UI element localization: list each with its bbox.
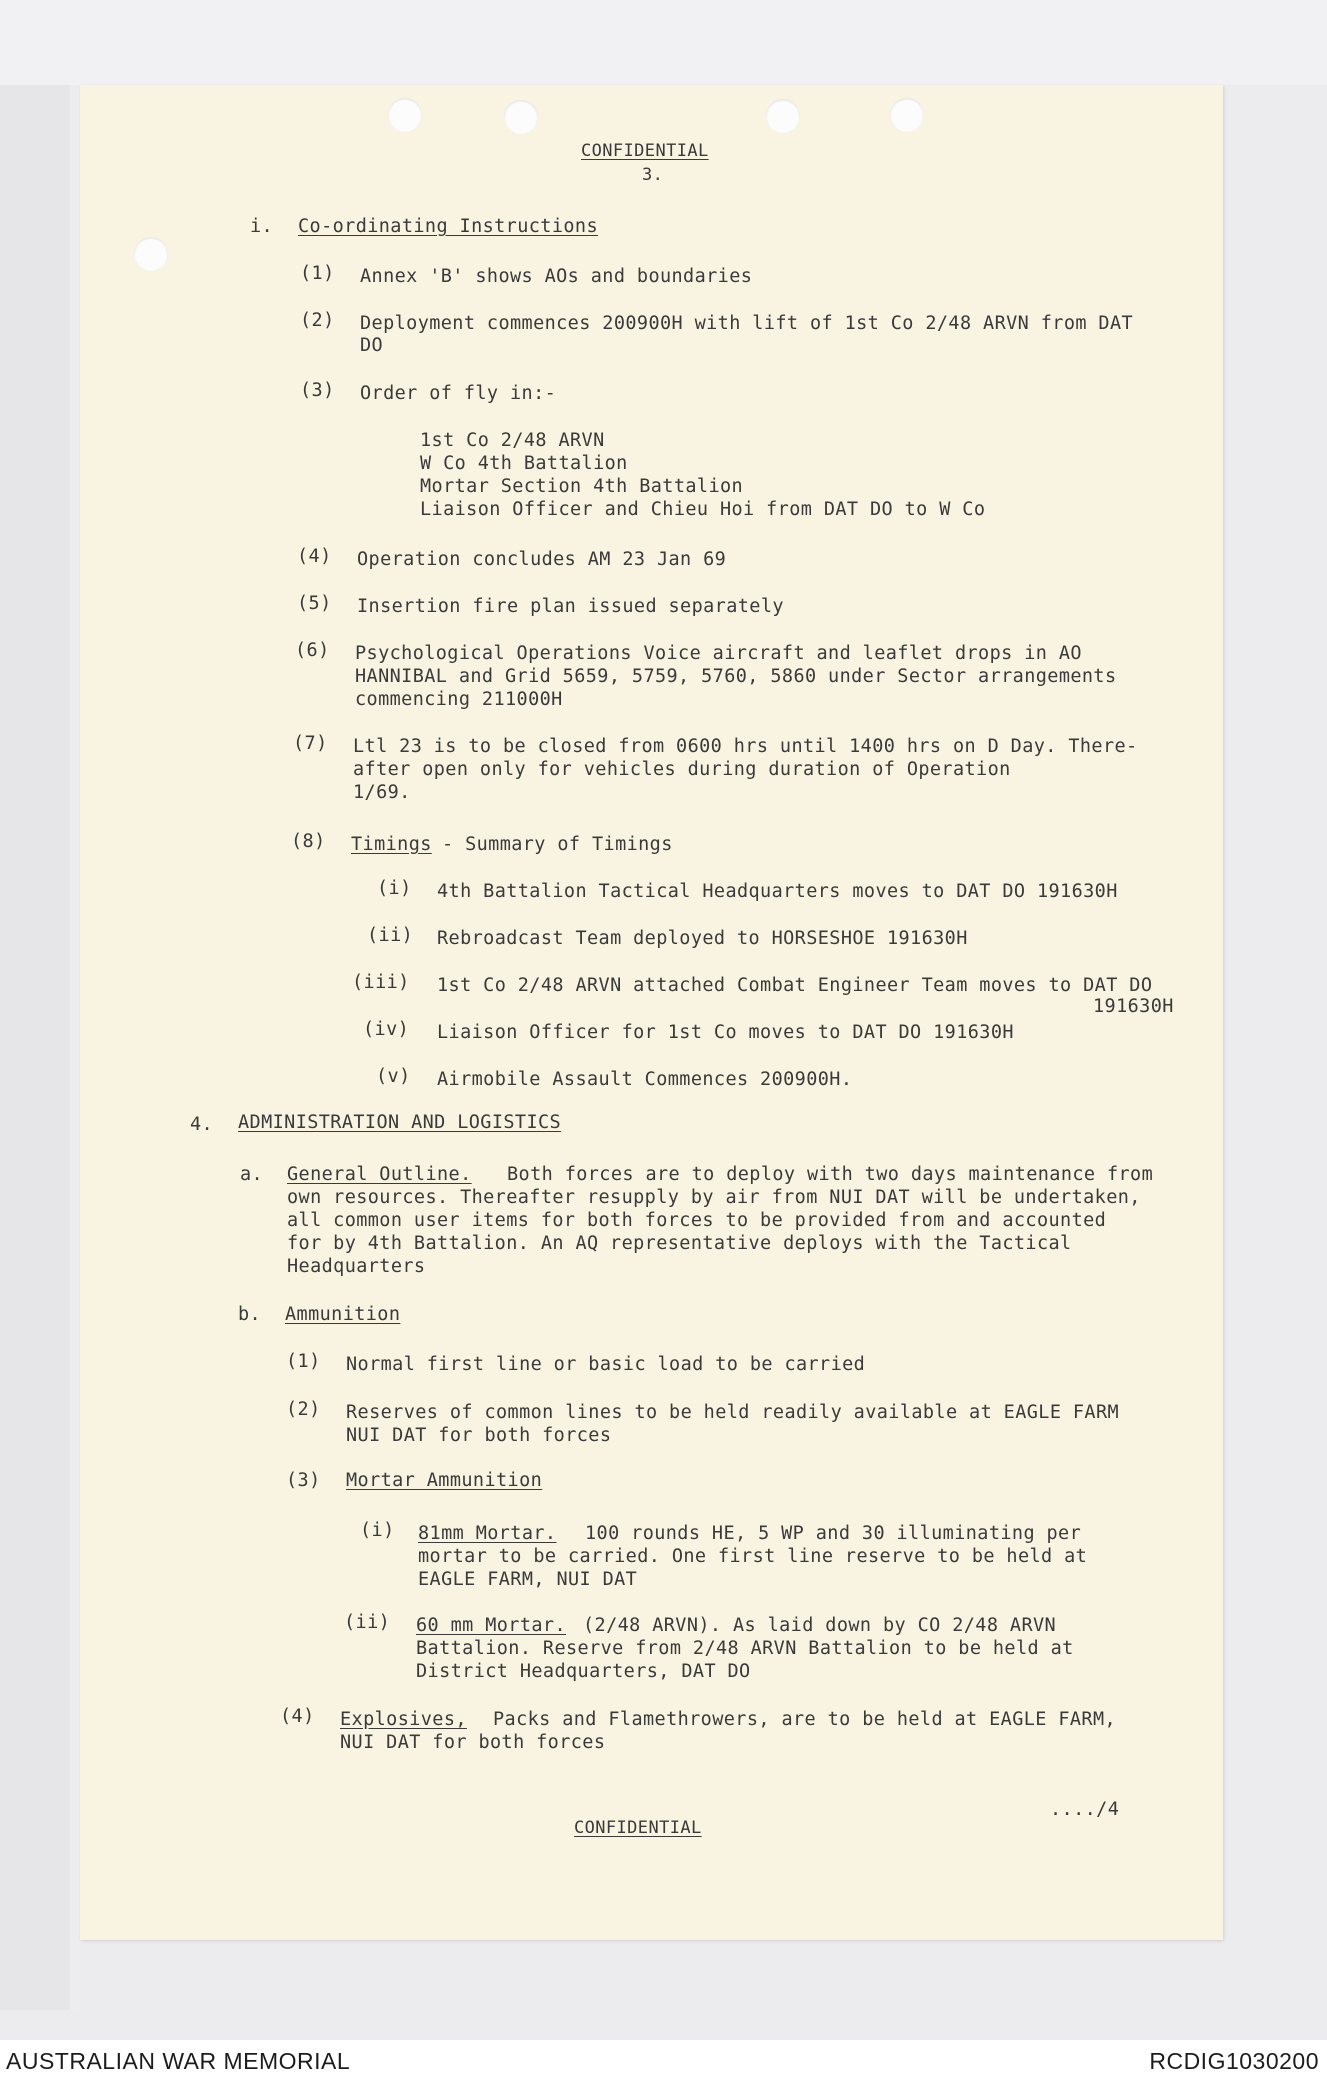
section-title: Co-ordinating Instructions (298, 216, 598, 237)
timing-text: Airmobile Assault Commences 200900H. (437, 1069, 853, 1090)
timing-text: 1st Co 2/48 ARVN attached Combat Engineer Team moves to DAT DO (437, 975, 1153, 996)
mortar-item-number: (i) (360, 1520, 395, 1541)
item-text: HANNIBAL and Grid 5659, 5759, 5760, 5860 under Sector arrangements (355, 666, 1117, 687)
fly-in-entry: 1st Co 2/48 ARVN (420, 430, 605, 451)
punch-hole-icon (504, 100, 538, 134)
archive-name: AUSTRALIAN WAR MEMORIAL (6, 2048, 351, 2074)
item-number: (8) (291, 831, 326, 852)
section-marker: i. (250, 216, 274, 237)
paragraph-line: Both forces are to deploy with two days maintenance from (507, 1164, 1154, 1185)
punch-hole-icon (766, 99, 800, 133)
mortar-item-heading: 81mm Mortar. (418, 1523, 557, 1544)
timing-number: (i) (377, 878, 412, 899)
punch-hole-icon (388, 98, 422, 132)
mortar-item-text: District Headquarters, DAT DO (416, 1661, 751, 1682)
item-text: NUI DAT for both forces (346, 1425, 612, 1446)
paragraph-line: own resources. Thereafter resupply by air from NUI DAT will be undertaken, (287, 1187, 1141, 1208)
timing-number: (v) (376, 1066, 411, 1087)
item-number: (1) (286, 1351, 321, 1372)
mortar-heading: Mortar Ammunition (346, 1470, 543, 1491)
timing-text: 191630H (1093, 996, 1174, 1017)
continuation-marker: ..../4 (1050, 1799, 1120, 1820)
mortar-item-text: mortar to be carried. One first line reserve to be held at (418, 1546, 1088, 1567)
section-marker: 4. (190, 1114, 214, 1135)
item-number: (4) (297, 546, 332, 567)
item-number: (4) (280, 1706, 315, 1727)
scan-left-margin-inner (70, 85, 80, 2010)
classification-footer: CONFIDENTIAL (574, 1818, 702, 1838)
item-text: Psychological Operations Voice aircraft and leaflet drops in AO (355, 643, 1082, 664)
scan-left-margin (0, 85, 70, 2010)
timing-number: (ii) (367, 925, 414, 946)
paragraph-line: all common user items for both forces to be provided from and accounted (287, 1210, 1107, 1231)
item-text: DO (360, 335, 384, 356)
item-text: Ltl 23 is to be closed from 0600 hrs until 1400 hrs on D Day. There- (353, 736, 1138, 757)
explosives-text: Packs and Flamethrowers, are to be held at EAGLE FARM, (493, 1709, 1117, 1730)
subsection-heading: General Outline. (287, 1164, 472, 1185)
item-number: (2) (286, 1399, 321, 1420)
fly-in-entry: Mortar Section 4th Battalion (420, 476, 744, 497)
item-text: Reserves of common lines to be held readily available at EAGLE FARM (346, 1402, 1120, 1423)
item-text: 1/69. (353, 782, 411, 803)
explosives-text: NUI DAT for both forces (340, 1732, 606, 1753)
item-number: (6) (295, 640, 330, 661)
item-number: (3) (286, 1470, 321, 1491)
mortar-item-text: Battalion. Reserve from 2/48 ARVN Battalion to be held at (416, 1638, 1074, 1659)
item-number: (1) (300, 263, 335, 284)
item-text: Operation concludes AM 23 Jan 69 (357, 549, 727, 570)
section-title: ADMINISTRATION AND LOGISTICS (238, 1112, 562, 1133)
page-number: 3. (642, 165, 664, 185)
item-text: Order of fly in:- (360, 383, 557, 404)
timings-title: Timings (351, 834, 432, 855)
punch-hole-icon (134, 237, 168, 271)
classification-header: CONFIDENTIAL (581, 141, 709, 161)
item-text: Annex 'B' shows AOs and boundaries (360, 266, 753, 287)
timing-text: 4th Battalion Tactical Headquarters moves to DAT DO 191630H (437, 881, 1118, 902)
timing-text: Liaison Officer for 1st Co moves to DAT DO 191630H (437, 1022, 1014, 1043)
subsection-heading: Ammunition (285, 1304, 401, 1325)
mortar-item-text: (2/48 ARVN). As laid down by CO 2/48 ARVN (583, 1615, 1057, 1636)
scan-top-margin (0, 0, 1327, 85)
item-number: (7) (293, 733, 328, 754)
mortar-item-number: (ii) (344, 1612, 391, 1633)
mortar-item-text: EAGLE FARM, NUI DAT (418, 1569, 638, 1590)
archive-id: RCDIG1030200 (1149, 2048, 1319, 2074)
item-text: commencing 211000H (355, 689, 563, 710)
explosives-heading: Explosives, (340, 1709, 467, 1730)
item-number: (2) (300, 310, 335, 331)
item-text: Deployment commences 200900H with lift of 1st Co 2/48 ARVN from DAT (360, 313, 1134, 334)
subsection-marker: b. (238, 1304, 262, 1325)
mortar-item-heading: 60 mm Mortar. (416, 1615, 566, 1636)
document-page (80, 85, 1223, 1940)
subsection-marker: a. (240, 1164, 264, 1185)
item-text: after open only for vehicles during duration of Operation (353, 759, 1011, 780)
item-number: (5) (297, 593, 332, 614)
item-number: (3) (300, 380, 335, 401)
paragraph-line: Headquarters (287, 1256, 426, 1277)
timing-number: (iv) (363, 1019, 410, 1040)
item-text: Normal first line or basic load to be carried (346, 1354, 866, 1375)
fly-in-entry: W Co 4th Battalion (420, 453, 628, 474)
mortar-item-text: 100 rounds HE, 5 WP and 30 illuminating per (585, 1523, 1082, 1544)
timing-text: Rebroadcast Team deployed to HORSESHOE 191630H (437, 928, 968, 949)
item-text: Insertion fire plan issued separately (357, 596, 784, 617)
timings-subtitle: - Summary of Timings (442, 834, 673, 855)
paragraph-line: for by 4th Battalion. An AQ representative deploys with the Tactical (287, 1233, 1072, 1254)
punch-hole-icon (890, 98, 924, 132)
fly-in-entry: Liaison Officer and Chieu Hoi from DAT DO to W Co (420, 499, 986, 520)
timing-number: (iii) (352, 972, 410, 993)
